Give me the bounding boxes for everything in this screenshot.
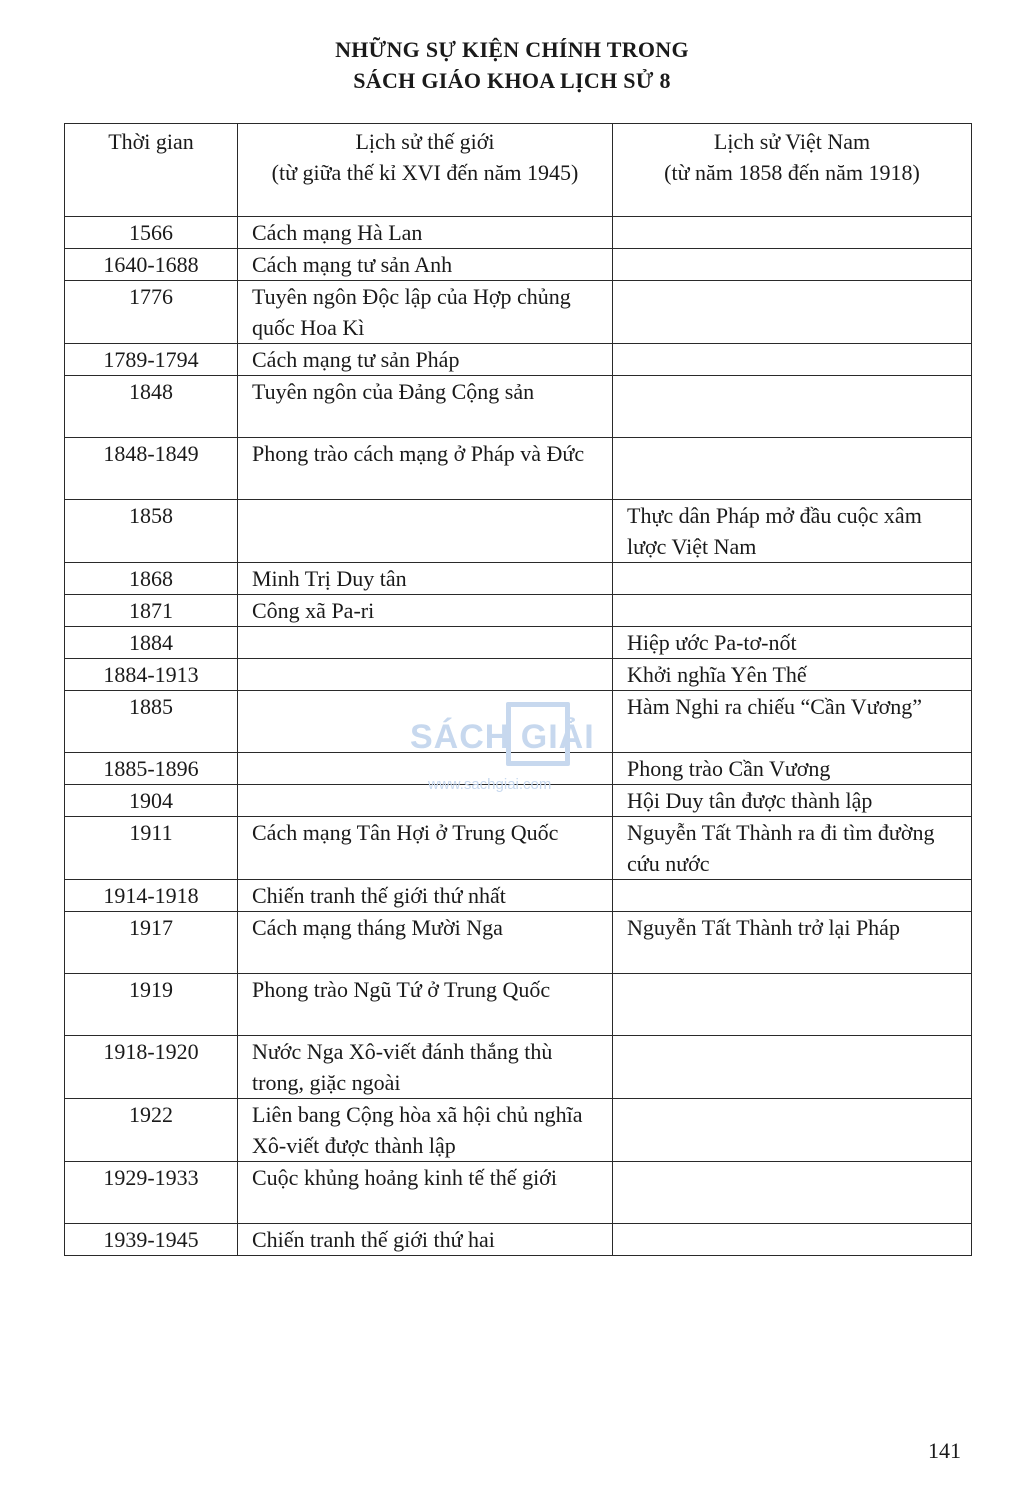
cell-vietnam: Phong trào Cần Vương [613, 753, 972, 785]
header-vietnam-history: Lịch sử Việt Nam (từ năm 1858 đến năm 1918) [613, 124, 972, 217]
cell-world: Cách mạng Hà Lan [238, 217, 613, 249]
cell-world: Công xã Pa-ri [238, 595, 613, 627]
cell-world [238, 659, 613, 691]
cell-vietnam [613, 563, 972, 595]
cell-time: 1776 [65, 281, 238, 344]
events-table [64, 123, 972, 1256]
cell-world: Nước Nga Xô-viết đánh thắng thù trong, giặc ngoài [238, 1036, 613, 1099]
table-row [65, 595, 972, 627]
cell-time: 1919 [65, 974, 238, 1036]
table-header-row [65, 124, 972, 217]
cell-time: 1904 [65, 785, 238, 817]
cell-vietnam [613, 281, 972, 344]
cell-time: 1918-1920 [65, 1036, 238, 1099]
table-row [65, 974, 972, 1036]
cell-vietnam [613, 1224, 972, 1256]
cell-vietnam: Hội Duy tân được thành lập [613, 785, 972, 817]
header-world-history: Lịch sử thế giới (từ giữa thế kỉ XVI đến năm 1945) [238, 124, 613, 217]
cell-time: 1871 [65, 595, 238, 627]
header-time: Thời gian [65, 124, 238, 217]
cell-vietnam [613, 1036, 972, 1099]
cell-vietnam: Thực dân Pháp mở đầu cuộc xâm lược Việt Nam [613, 500, 972, 563]
title-line-2: SÁCH GIÁO KHOA LỊCH SỬ 8 [353, 68, 671, 93]
cell-world: Cách mạng Tân Hợi ở Trung Quốc [238, 817, 613, 880]
table-row [65, 438, 972, 500]
cell-time: 1929-1933 [65, 1162, 238, 1224]
cell-vietnam [613, 1099, 972, 1162]
cell-vietnam [613, 217, 972, 249]
cell-world: Phong trào Ngũ Tứ ở Trung Quốc [238, 974, 613, 1036]
cell-world: Chiến tranh thế giới thứ hai [238, 1224, 613, 1256]
cell-vietnam [613, 344, 972, 376]
table-row [65, 376, 972, 438]
table-row [65, 563, 972, 595]
table-row [65, 500, 972, 563]
table-row [65, 1224, 972, 1256]
cell-vietnam: Nguyễn Tất Thành ra đi tìm đường cứu nước [613, 817, 972, 880]
table-row [65, 659, 972, 691]
cell-time: 1914-1918 [65, 880, 238, 912]
cell-world: Tuyên ngôn của Đảng Cộng sản [238, 376, 613, 438]
table-row [65, 753, 972, 785]
table-row [65, 785, 972, 817]
cell-world: Phong trào cách mạng ở Pháp và Đức [238, 438, 613, 500]
cell-time: 1789-1794 [65, 344, 238, 376]
title-line-1: NHỮNG SỰ KIỆN CHÍNH TRONG [335, 37, 689, 62]
cell-vietnam: Khởi nghĩa Yên Thế [613, 659, 972, 691]
table-row [65, 249, 972, 281]
cell-world [238, 500, 613, 563]
cell-vietnam [613, 595, 972, 627]
table-row [65, 817, 972, 880]
cell-vietnam [613, 249, 972, 281]
cell-world: Minh Trị Duy tân [238, 563, 613, 595]
cell-vietnam [613, 438, 972, 500]
page-number: 141 [928, 1438, 961, 1463]
cell-world: Cách mạng tháng Mười Nga [238, 912, 613, 974]
cell-time: 1884-1913 [65, 659, 238, 691]
cell-time: 1566 [65, 217, 238, 249]
cell-world [238, 691, 613, 753]
cell-time: 1922 [65, 1099, 238, 1162]
cell-world: Chiến tranh thế giới thứ nhất [238, 880, 613, 912]
cell-world: Tuyên ngôn Độc lập của Hợp chủng quốc Hoa Kì [238, 281, 613, 344]
cell-vietnam [613, 880, 972, 912]
table-row [65, 912, 972, 974]
watermark-url: www.sachgiai.com [428, 776, 552, 793]
cell-time: 1939-1945 [65, 1224, 238, 1256]
page-title [0, 34, 1024, 96]
cell-vietnam: Hiệp ước Pa-tơ-nốt [613, 627, 972, 659]
table-row [65, 1162, 972, 1224]
watermark-brand: SÁCH GIẢI [410, 718, 595, 756]
cell-vietnam [613, 974, 972, 1036]
cell-time: 1868 [65, 563, 238, 595]
table-row [65, 691, 972, 753]
table-row [65, 627, 972, 659]
cell-time: 1858 [65, 500, 238, 563]
cell-vietnam: Nguyễn Tất Thành trở lại Pháp [613, 912, 972, 974]
table-row [65, 1099, 972, 1162]
cell-time: 1884 [65, 627, 238, 659]
table-row [65, 281, 972, 344]
cell-world: Cách mạng tư sản Pháp [238, 344, 613, 376]
cell-vietnam [613, 1162, 972, 1224]
table-row [65, 217, 972, 249]
table-row [65, 1036, 972, 1099]
cell-time: 1848 [65, 376, 238, 438]
cell-world: Cuộc khủng hoảng kinh tế thế giới [238, 1162, 613, 1224]
table-row [65, 880, 972, 912]
cell-vietnam: Hàm Nghi ra chiếu “Cần Vương” [613, 691, 972, 753]
cell-time: 1917 [65, 912, 238, 974]
cell-time: 1911 [65, 817, 238, 880]
cell-world [238, 785, 613, 817]
cell-world [238, 753, 613, 785]
cell-time: 1885-1896 [65, 753, 238, 785]
cell-vietnam [613, 376, 972, 438]
cell-world [238, 627, 613, 659]
cell-world: Cách mạng tư sản Anh [238, 249, 613, 281]
cell-time: 1640-1688 [65, 249, 238, 281]
table-row [65, 344, 972, 376]
cell-time: 1885 [65, 691, 238, 753]
cell-time: 1848-1849 [65, 438, 238, 500]
cell-world: Liên bang Cộng hòa xã hội chủ nghĩa Xô-viết được thành lập [238, 1099, 613, 1162]
